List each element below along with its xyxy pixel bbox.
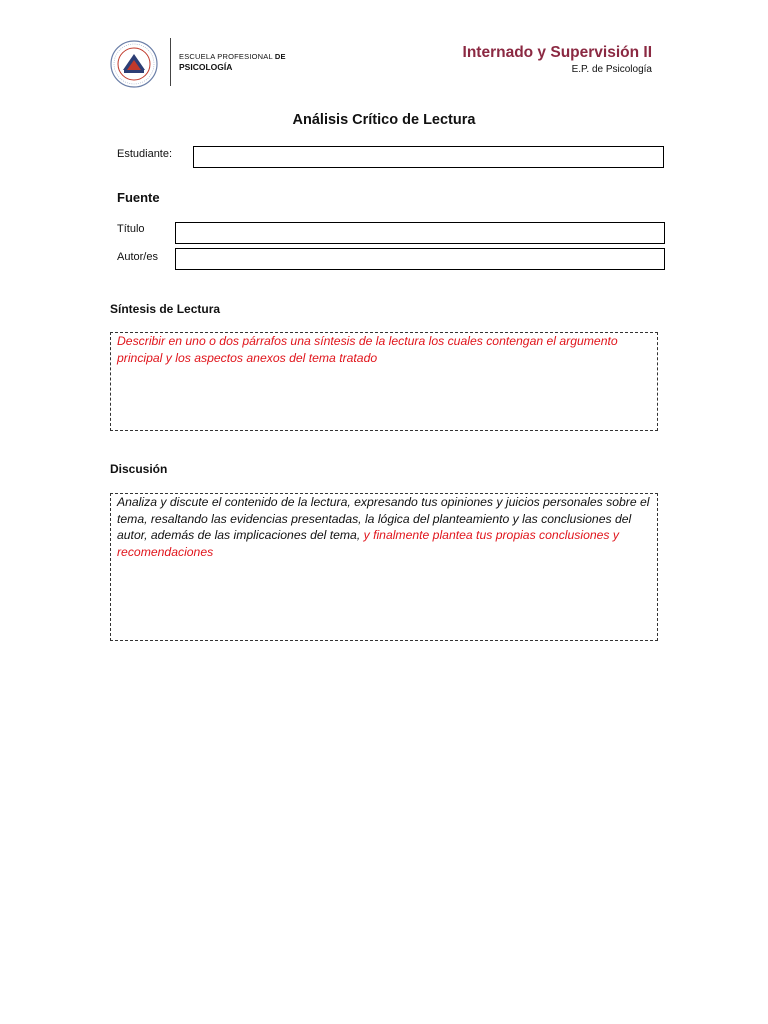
discussion-textarea[interactable] [110, 493, 658, 641]
authors-field[interactable] [175, 248, 665, 270]
course-subtitle: E.P. de Psicología [571, 64, 652, 75]
discussion-heading: Discusión [110, 462, 168, 476]
authors-label: Autor/es [117, 251, 158, 263]
student-label: Estudiante: [117, 148, 173, 160]
synthesis-textarea[interactable] [110, 332, 658, 431]
title-field[interactable] [175, 222, 665, 244]
school-name-line2: PSICOLOGÍA [179, 62, 233, 72]
document-title: Análisis Crítico de Lectura [292, 112, 476, 128]
discussion-instruction-highlight: y finalmente plantea tus propias conclusiones y recomendaciones [117, 528, 619, 559]
student-field[interactable] [193, 146, 664, 168]
university-seal-icon [110, 40, 158, 88]
synthesis-instruction: Describir en uno o dos párrafos una síntesis de la lectura los cuales contengan el argumento principal y los aspectos anexos del tema tratado [117, 334, 618, 365]
synthesis-heading: Síntesis de Lectura [110, 302, 221, 316]
school-name-line1: ESCUELA PROFESIONAL DE [179, 52, 286, 61]
title-label: Título [117, 223, 145, 235]
course-title: Internado y Supervisión II [462, 44, 652, 61]
header-divider [170, 38, 171, 86]
discussion-instruction: Analiza y discute el contenido de la lectura, expresando tus opiniones y juicios personales sobre el tema, resaltando las evidencias presentadas, la lógica del planteamiento y las conclusiones del autor, además de las implicaciones del tema, [117, 495, 650, 543]
source-heading: Fuente [117, 190, 160, 205]
